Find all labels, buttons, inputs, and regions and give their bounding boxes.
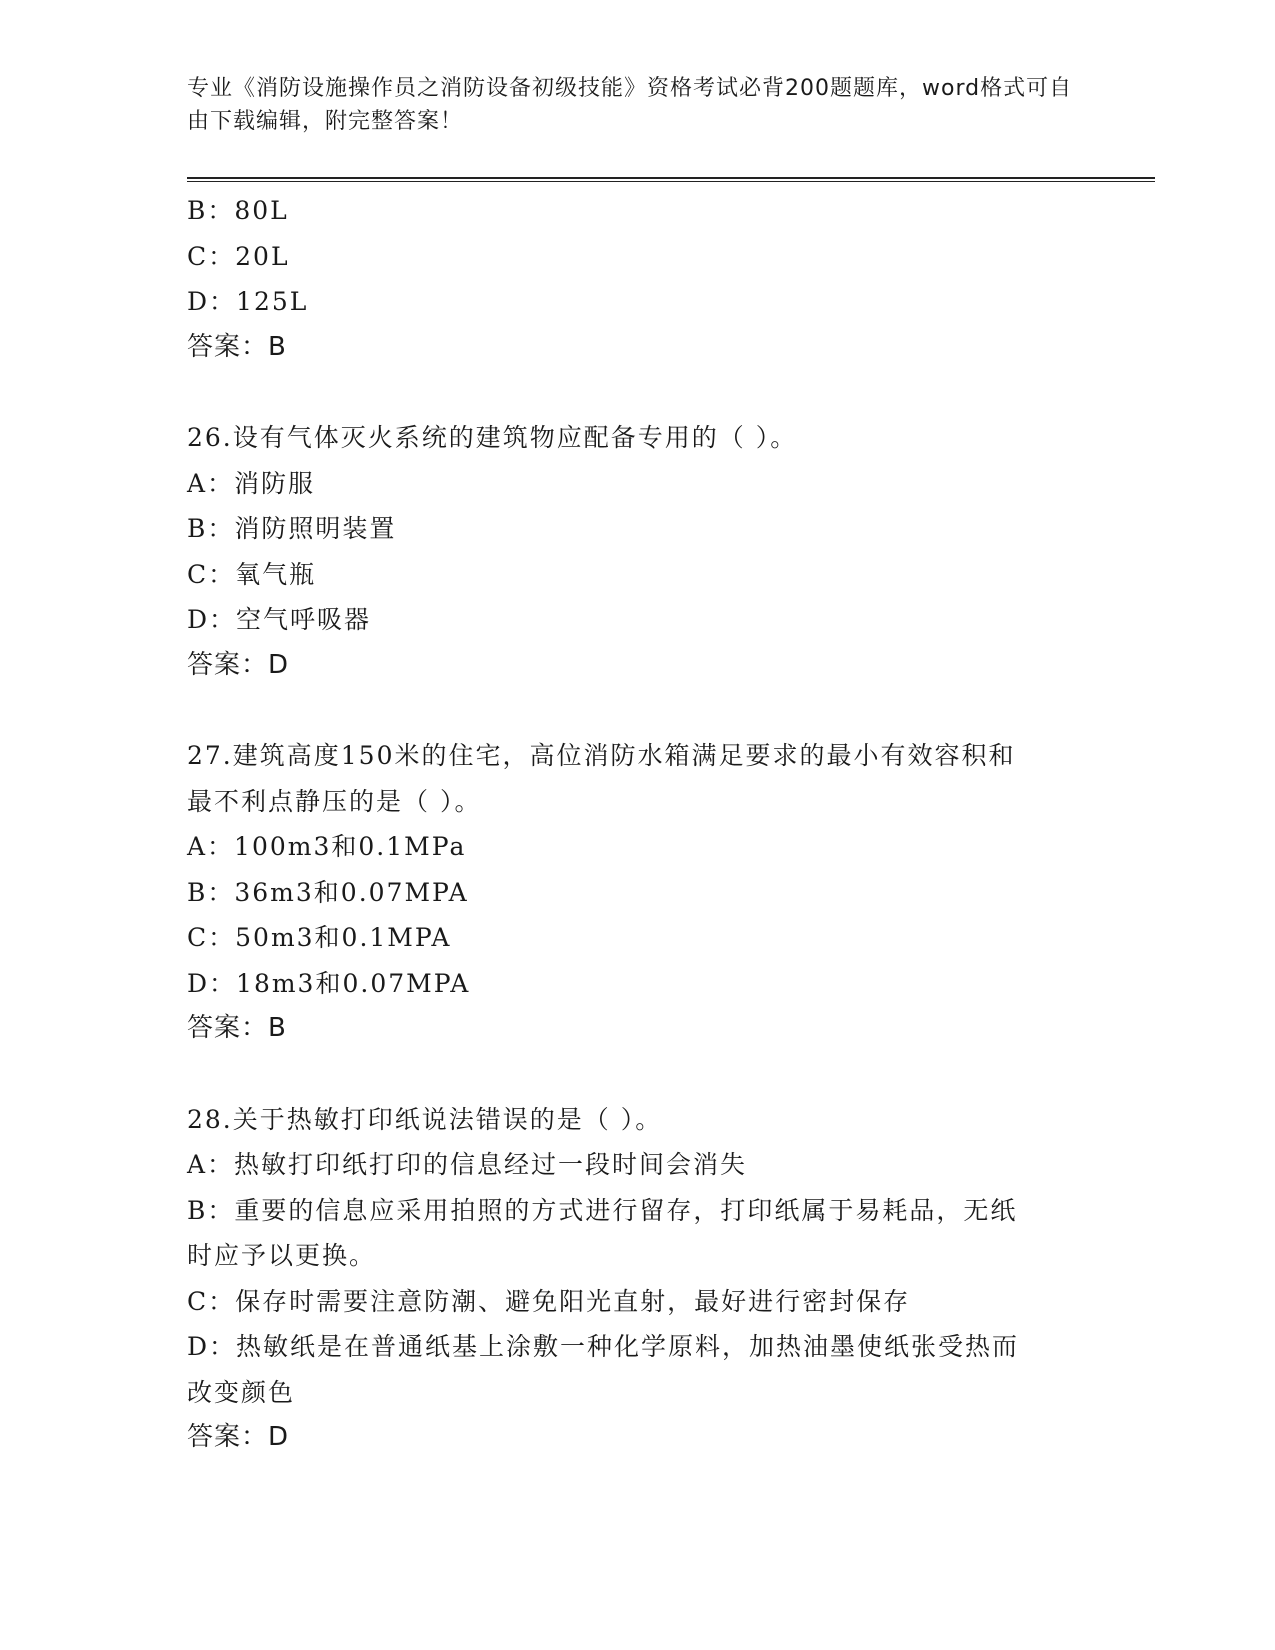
question-stem: 27.建筑高度150米的住宅，高位消防水箱满足要求的最小有效容积和 — [187, 741, 1016, 770]
option-c: C：20L — [187, 241, 290, 271]
question-stem: 28.关于热敏打印纸说法错误的是（ ）。 — [187, 1104, 663, 1134]
question-28 — [187, 1097, 1087, 1461]
option-b: B：重要的信息应采用拍照的方式进行留存，打印纸属于易耗品，无纸 — [187, 1195, 1018, 1225]
question-27 — [187, 733, 1087, 1052]
question-content — [187, 188, 1087, 1461]
option-d: D：18m3和0.07MPA — [187, 968, 471, 998]
spacer — [187, 688, 1087, 733]
option-b: B：消防照明装置 — [187, 514, 397, 543]
option-d: D：空气呼吸器 — [187, 605, 372, 634]
option-d: D：125L — [187, 287, 309, 316]
option-a: A：消防服 — [187, 468, 316, 498]
answer-line: 答案：D — [187, 1422, 290, 1452]
option-c: C：50m3和0.1MPA — [187, 923, 452, 952]
answer-line: 答案：B — [187, 1013, 287, 1043]
continued-question — [187, 188, 1087, 370]
answer-line: 答案：B — [187, 331, 287, 362]
question-stem-cont: 最不利点静压的是（ ）。 — [187, 786, 482, 816]
option-c: C：保存时需要注意防潮、避免阳光直射，最好进行密封保存 — [187, 1286, 911, 1316]
header-rule — [187, 177, 1155, 182]
page-header — [187, 72, 1077, 138]
option-b: B：36m3和0.07MPA — [187, 877, 469, 907]
spacer — [187, 1052, 1087, 1097]
answer-line: 答案：D — [187, 649, 290, 680]
option-a: A：100m3和0.1MPa — [187, 832, 467, 861]
option-d: D：热敏纸是在普通纸基上涂敷一种化学原料，加热油墨使纸张受热而 — [187, 1332, 1020, 1361]
option-d-cont: 改变颜色 — [187, 1377, 296, 1407]
question-stem: 26.设有气体灭火系统的建筑物应配备专用的（ ）。 — [187, 423, 798, 452]
question-26 — [187, 415, 1087, 688]
spacer — [187, 370, 1087, 415]
option-b-cont: 时应予以更换。 — [187, 1241, 377, 1270]
option-c: C：氧气瓶 — [187, 559, 317, 589]
header-text: 专业《消防设施操作员之消防设备初级技能》资格考试必背200题题库，word格式可自由下载编辑，附完整答案！ — [187, 76, 1073, 134]
option-b: B：80L — [187, 196, 289, 225]
option-a: A：热敏打印纸打印的信息经过一段时间会消失 — [187, 1150, 748, 1179]
